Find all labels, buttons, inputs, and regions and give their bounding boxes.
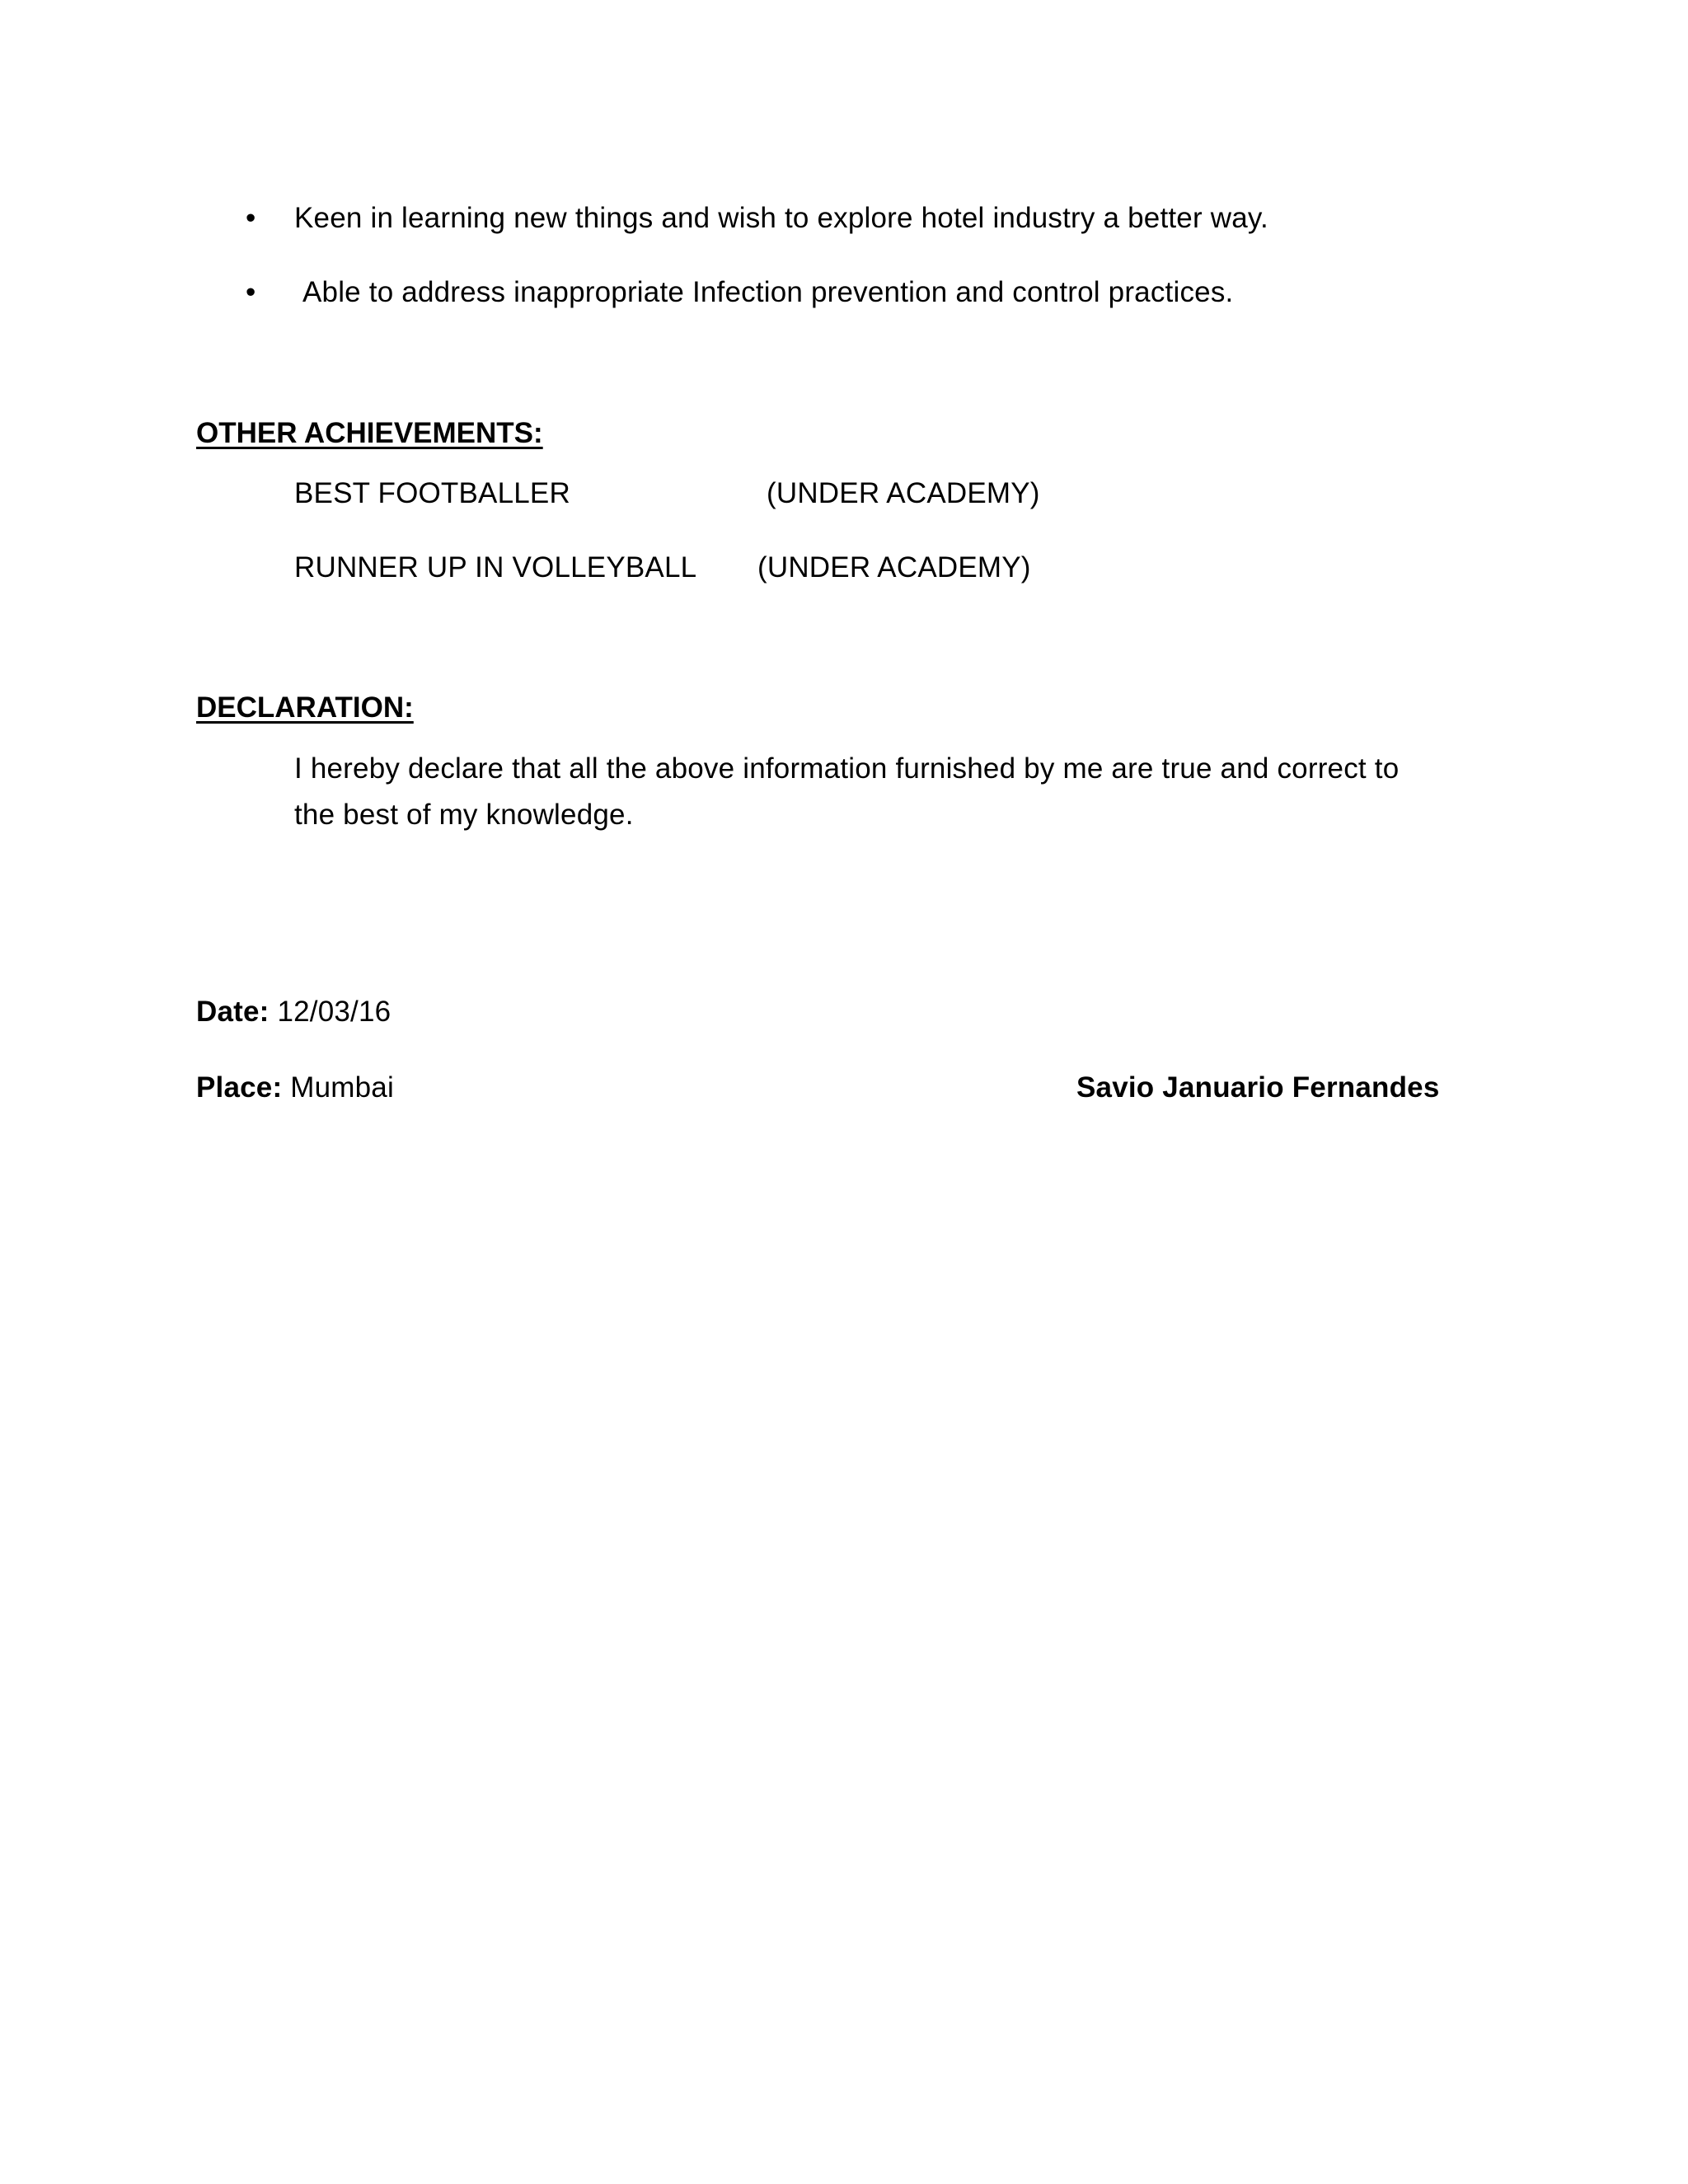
declaration-text bbox=[294, 746, 1448, 838]
bullet-item-learning: Keen in learning new things and wish to explore hotel industry a better way. bbox=[294, 202, 1268, 234]
achievement-name: BEST FOOTBALLER bbox=[294, 477, 570, 509]
declaration-heading: DECLARATION: bbox=[196, 691, 414, 724]
place-line bbox=[196, 1069, 394, 1107]
achievement-note: (UNDER ACADEMY) bbox=[757, 551, 1031, 583]
declaration-line: I hereby declare that all the above information furnished by me are true and correct to bbox=[294, 752, 1400, 785]
achievement-note: (UNDER ACADEMY) bbox=[767, 477, 1040, 509]
place-label: Place: bbox=[196, 1071, 283, 1104]
achievements-heading: OTHER ACHIEVEMENTS: bbox=[196, 417, 543, 449]
achievement-name: RUNNER UP IN VOLLEYBALL bbox=[294, 551, 697, 583]
date-label: Date: bbox=[196, 996, 270, 1028]
date-value: 12/03/16 bbox=[277, 996, 392, 1028]
signature-name: Savio Januario Fernandes bbox=[1076, 1071, 1440, 1104]
bullet-dot: • bbox=[246, 202, 256, 234]
date-line bbox=[196, 993, 391, 1031]
place-value: Mumbai bbox=[290, 1071, 394, 1104]
bullet-item-infection: Able to address inappropriate Infection prevention and control practices. bbox=[302, 276, 1234, 308]
declaration-line: the best of my knowledge. bbox=[294, 799, 634, 831]
bullet-dot: • bbox=[246, 276, 256, 308]
